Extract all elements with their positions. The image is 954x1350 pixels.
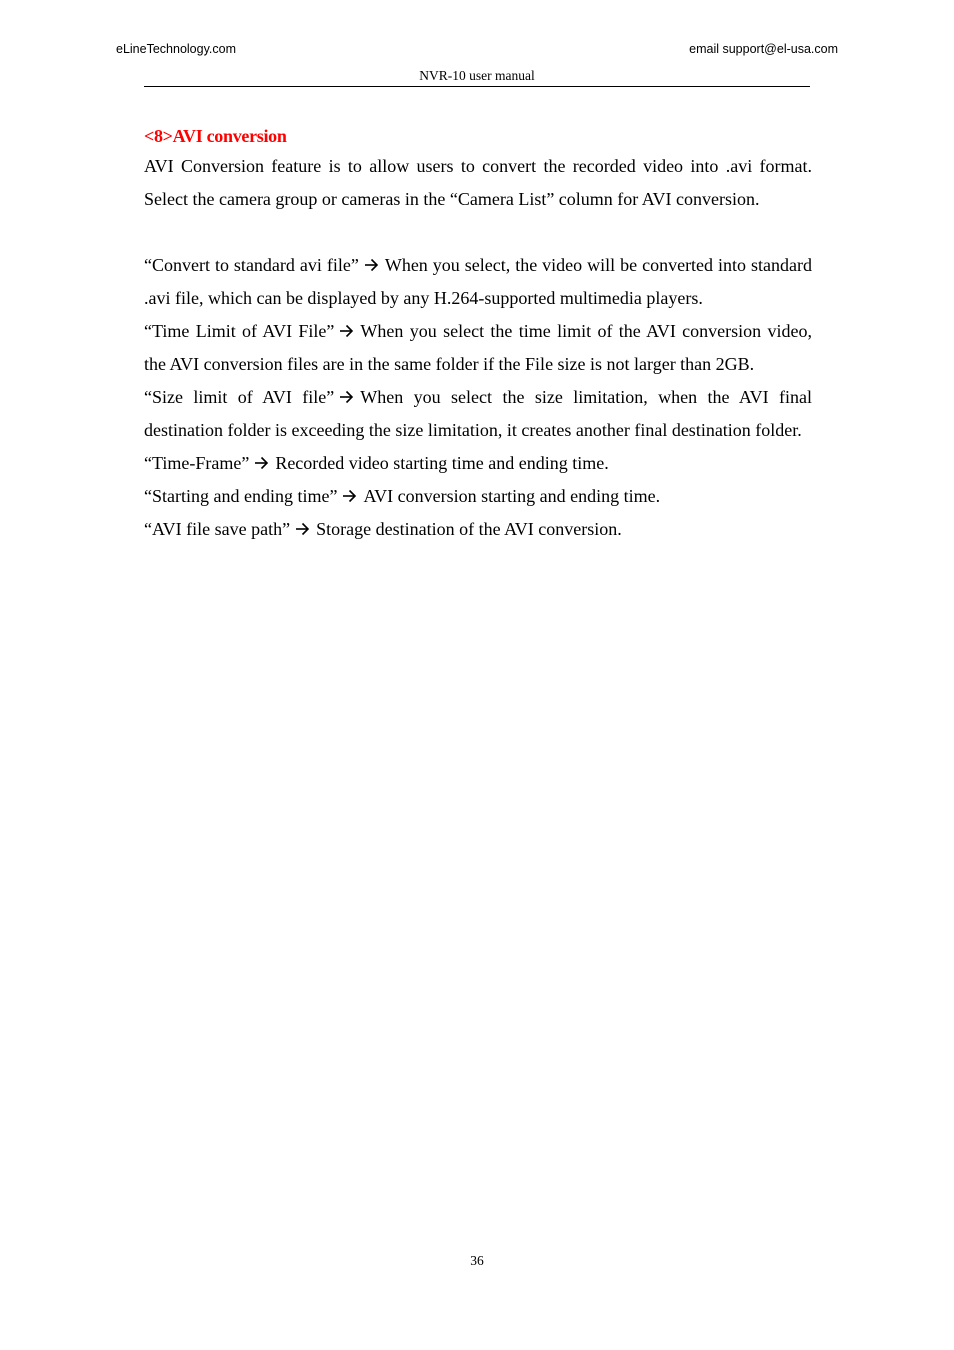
option-term: “Size limit of AVI file” [144,387,335,407]
option-term: “Starting and ending time” [144,486,338,506]
option-term: “Time-Frame” [144,453,250,473]
option-term: “AVI file save path” [144,519,291,539]
option-time-limit [144,315,812,381]
option-description: When you select the time limit of the AVI conversion video, the AVI conversion files are in the same folder if the File size is not larger than 2GB. [144,321,812,374]
option-description: Recorded video starting time and ending time. [275,453,609,473]
manual-title: NVR-10 user manual [419,68,535,83]
site-name: eLineTechnology.com [116,42,236,56]
page-content [144,124,812,546]
option-size-limit [144,381,812,447]
arrow-right-icon [254,456,269,470]
arrow-right-icon [295,522,310,536]
intro-paragraph: AVI Conversion feature is to allow users to convert the recorded video into .avi format. Select the camera group or cameras in the “Camera List” column for AVI conversion. [144,156,812,209]
arrow-right-icon [339,324,354,338]
option-term: “Convert to standard avi file” [144,255,359,275]
option-convert-standard [144,249,812,315]
support-email: email support@el-usa.com [689,42,838,56]
option-description: Storage destination of the AVI conversion. [316,519,622,539]
option-description: When you select, the video will be converted into standard .avi file, which can be displayed by any H.264-supported multimedia players. [144,255,812,308]
arrow-right-icon [339,390,354,404]
option-time-frame [144,447,812,480]
arrow-right-icon [364,258,379,272]
option-description: When you select the size limitation, when the AVI final destination folder is exceeding the size limitation, it creates another final destination folder. [144,387,812,440]
paragraph-spacer [144,216,812,249]
header-divider [144,86,810,87]
page-number: 36 [470,1253,484,1268]
section-heading: <8>AVI conversion [144,126,287,146]
arrow-right-icon [342,489,357,503]
option-save-path [144,513,812,546]
option-start-end-time [144,480,812,513]
option-description: AVI conversion starting and ending time. [363,486,661,506]
option-term: “Time Limit of AVI File” [144,321,335,341]
